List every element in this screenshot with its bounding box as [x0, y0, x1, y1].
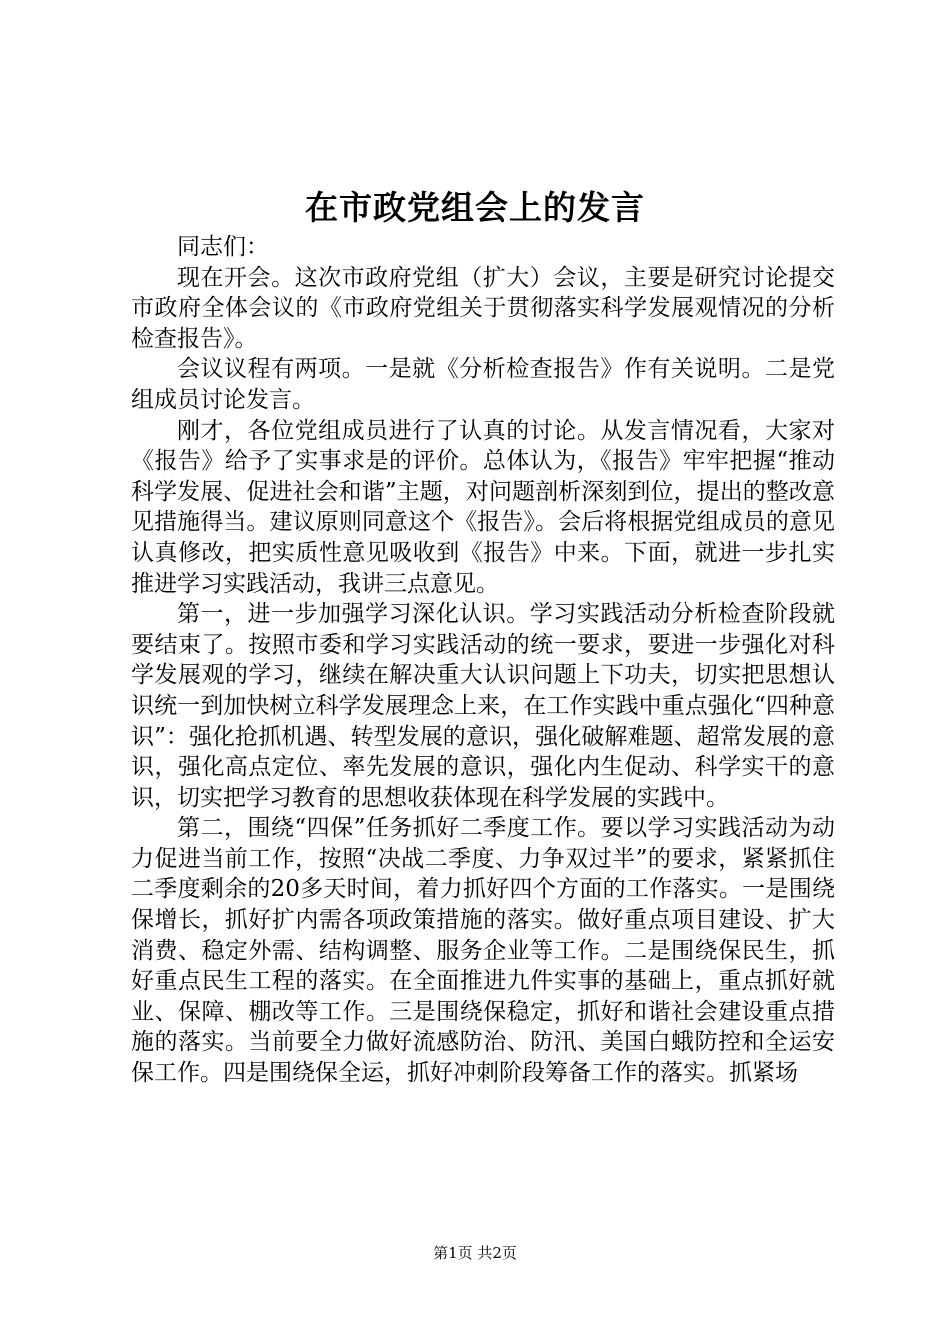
paragraph: 会议议程有两项。一是就《分析检查报告》作有关说明。二是党组成员讨论发言。	[131, 356, 835, 413]
body-text	[131, 232, 835, 1089]
paragraph: 现在开会。这次市政府党组（扩大）会议，主要是研究讨论提交市政府全体会议的《市政府党组关于贯彻落实科学发展观情况的分析检查报告》。	[131, 264, 835, 352]
paragraph: 第一，进一步加强学习深化认识。学习实践活动分析检查阶段就要结束了。按照市委和学习实践活动的统一要求，要进一步强化对科学发展观的学习，继续在解决重大认识问题上下功夫，切实把思想认识统一到加快树立科学发展理念上来，在工作实践中重点强化“四种意识”：强化抢抓机遇、转型发展的意识，强化破解难题、超常发展的意识，强化高点定位、率先发展的意识，强化内生促动、科学实干的意识，切实把学习教育的思想收获体现在科学发展的实践中。	[131, 601, 835, 811]
paragraph: 刚才，各位党组成员进行了认真的讨论。从发言情况看，大家对《报告》给予了实事求是的评价。总体认为，《报告》牢牢把握“推动科学发展、促进社会和谐”主题，对问题剖析深刻到位，提出的整改意见措施得当。建议原则同意这个《报告》。会后将根据党组成员的意见认真修改，把实质性意见吸收到《报告》中来。下面，就进一步扎实推进学习实践活动，我讲三点意见。	[131, 417, 835, 597]
salutation: 同志们：	[177, 234, 269, 260]
page-title: 在市政党组会上的发言	[305, 188, 645, 227]
paragraph: 第二，围绕“四保”任务抓好二季度工作。要以学习实践活动为动力促进当前工作，按照“决战二季度、力争双过半”的要求，紧紧抓住二季度剩余的20多天时间，着力抓好四个方面的工作落实。一是围绕保增长，抓好扩内需各项政策措施的落实。做好重点项目建设、扩大消费、稳定外需、结构调整、服务企业等工作。二是围绕保民生，抓好重点民生工程的落实。在全面推进九件实事的基础上，重点抓好就业、保障、棚改等工作。三是围绕保稳定，抓好和谐社会建设重点措施的落实。当前要全力做好流感防治、防汛、美国白蛾防控和全运安保工作。四是围绕保全运，抓好冲刺阶段筹备工作的落实。抓紧场	[131, 815, 835, 1087]
page-number-footer: 第1页 共2页	[433, 1244, 517, 1262]
